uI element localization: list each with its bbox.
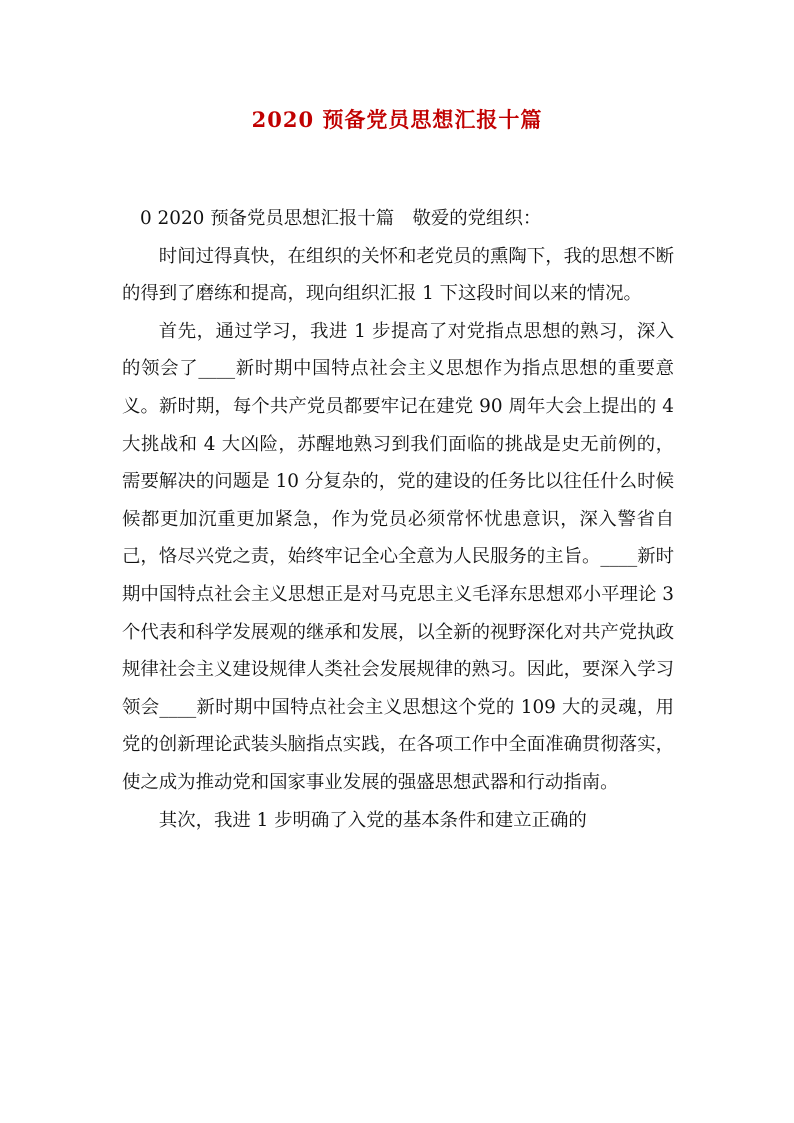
document-title: 2020 预备党员思想汇报十篇 [251, 107, 543, 132]
paragraph-1: 时间过得真快，在组织的关怀和老党员的熏陶下，我的思想不断的得到了磨练和提高，现向组织汇报 1 下这段时间以来的情况。 [122, 245, 674, 305]
paragraph-2: 首先，通过学习，我进 1 步提高了对党指点思想的熟习，深入的领会了____新时期中国特点社会主义思想作为指点思想的重要意义。新时期，每个共产党员都要牢记在建党 90 周年大会上提出的 4 大挑战和 4 大凶险，苏醒地熟习到我们面临的挑战是史无前例的，需要解决的问题是 10 分复杂的，党的建设的任务比以往任什么时候候都更加沉重更加紧急，作为党员必须常怀忧患意识，深入警省自己，恪尽兴党之责，始终牢记全心全意为人民服务的主旨。____新时期中国特点社会主义思想正是对马克思主义毛泽东思想邓小平理论 3 个代表和科学发展观的继承和发展，以全新的视野深化对共产党执政规律社会主义建设规律人类社会发展规律的熟习。因此，要深入学习领会____新时期中国特点社会主义思想这个党的 109 大的灵魂，用党的创新理论武装头脑指点实践，在各项工作中全面准确贯彻落实，使之成为推动党和国家事业发展的强盛思想武器和行动指南。 [122, 320, 674, 793]
paragraph-3: 其次，我进 1 步明确了入党的基本条件和建立正确的 [158, 809, 587, 831]
intro-line: 0 2020 预备党员思想汇报十篇 敬爱的党组织： [140, 208, 542, 229]
document-body [122, 200, 674, 839]
